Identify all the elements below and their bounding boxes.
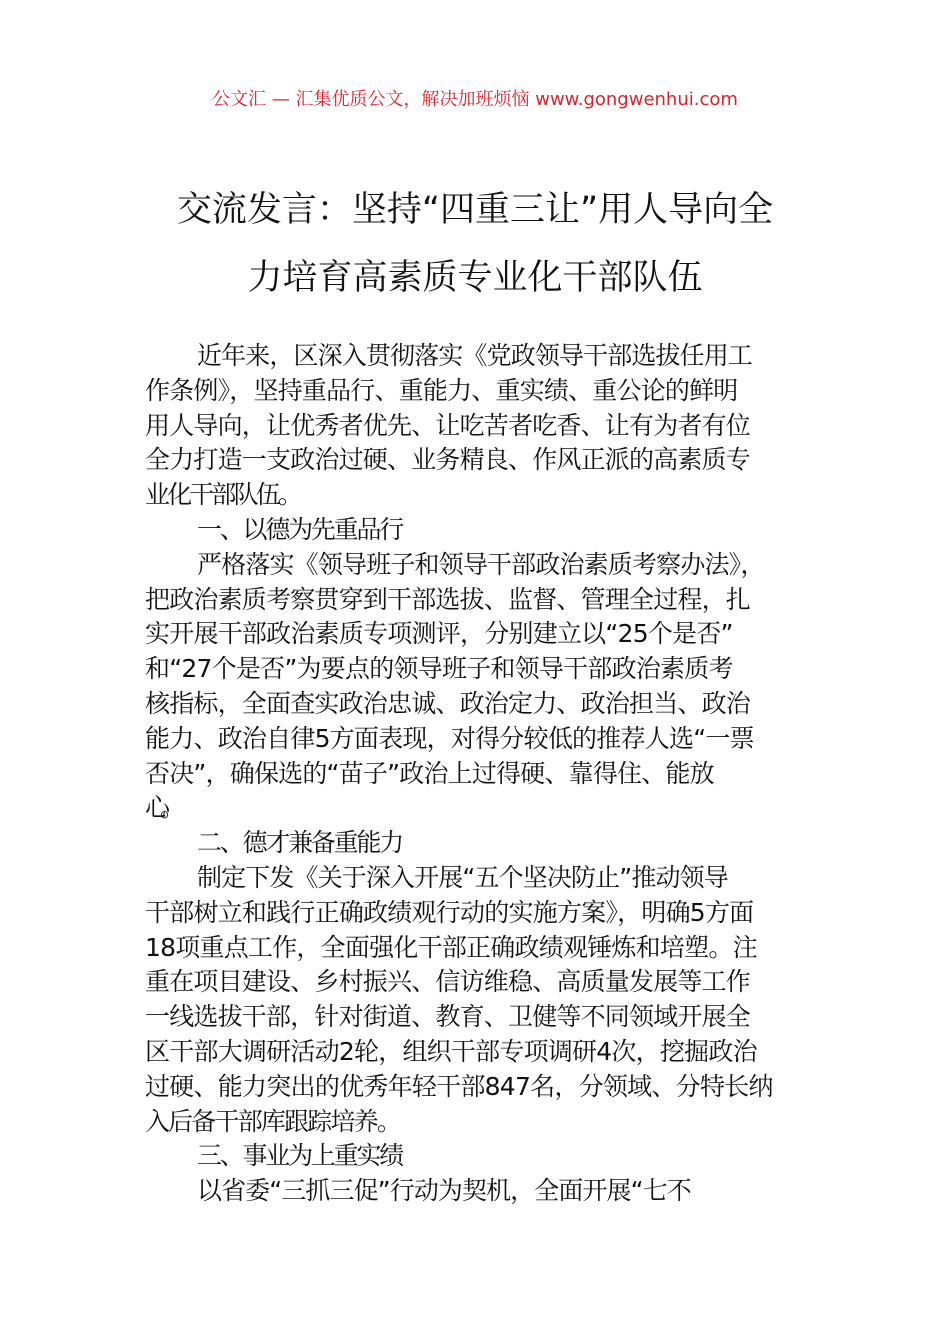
body-text-line: 能力、政治自律5方面表现，对得分较低的推荐人选“一票	[145, 723, 754, 753]
body-text-line: 近年来，区深入贯彻落实《党政领导干部选拔任用工	[197, 341, 753, 370]
body-text-line: 区干部大调研活动2轮，组织干部专项调研4次，挖掘政治	[145, 1036, 757, 1066]
body-text-line: 干部树立和践行正确政绩观行动的实施方案》，明确5方面	[145, 897, 754, 927]
body-text-line: 心。	[145, 793, 176, 823]
body-text-line: 一、以德为先重品行	[197, 514, 403, 544]
title-line: 交流发言：坚持“四重三让”用人导向全	[176, 190, 774, 230]
body-text-line: 重在项目建设、乡村振兴、信访维稳、高质量发展等工作	[145, 967, 751, 997]
body-text-line: 用人导向，让优秀者优先、让吃苦者吃香、让有为者有位	[145, 410, 751, 440]
body-text-line: 以省委“三抓三促”行动为契机，全面开展“七不	[197, 1176, 691, 1206]
body-text-line: 严格落实《领导班子和领导干部政治素质考察办法》，	[197, 549, 765, 579]
body-text-line: 过硬、能力突出的优秀年轻干部847名，分领域、分特长纳	[145, 1071, 773, 1101]
body-text-line: 18项重点工作，全面强化干部正确政绩观锤炼和培塑。注	[145, 932, 757, 962]
body-text-line: 三、事业为上重实绩	[197, 1141, 403, 1171]
document-title	[100, 176, 850, 312]
body-text-line: 一线选拔干部，针对街道、教育、卫健等不同领域开展全	[145, 1002, 751, 1032]
body-text-line: 实开展干部政治素质专项测评，分别建立以“25个是否”	[145, 619, 733, 649]
title-line: 力培育高素质专业化干部队伍	[247, 258, 703, 298]
body-text-line: 全力打造一支政治过硬、业务精良、作风正派的高素质专	[145, 445, 751, 475]
body-text-line: 业化干部队伍。	[145, 480, 301, 510]
body-text-line: 否决”，确保选的“苗子”政治上过得硬、靠得住、能放	[145, 758, 714, 788]
body-text-line: 核指标，全面查实政治忠诚、政治定力、政治担当、政治	[145, 688, 751, 718]
body-text-line: 入后备干部库跟踪培养。	[145, 1106, 401, 1136]
body-text-line: 把政治素质考察贯穿到干部选拔、监督、管理全过程，扎	[145, 584, 751, 614]
document-body	[145, 339, 825, 1209]
body-text-line: 和“27个是否”为要点的领导班子和领导干部政治素质考	[145, 654, 733, 684]
body-text-line: 作条例》，坚持重品行、重能力、重实绩、重公论的鲜明	[145, 375, 738, 405]
body-text-line: 制定下发《关于深入开展“五个坚决防止”推动领导	[197, 862, 728, 892]
body-text-line: 二、德才兼备重能力	[197, 828, 403, 858]
site-header-banner: 公文汇 — 汇集优质公文，解决加班烦恼 www.gongwenhui.com	[212, 89, 738, 110]
